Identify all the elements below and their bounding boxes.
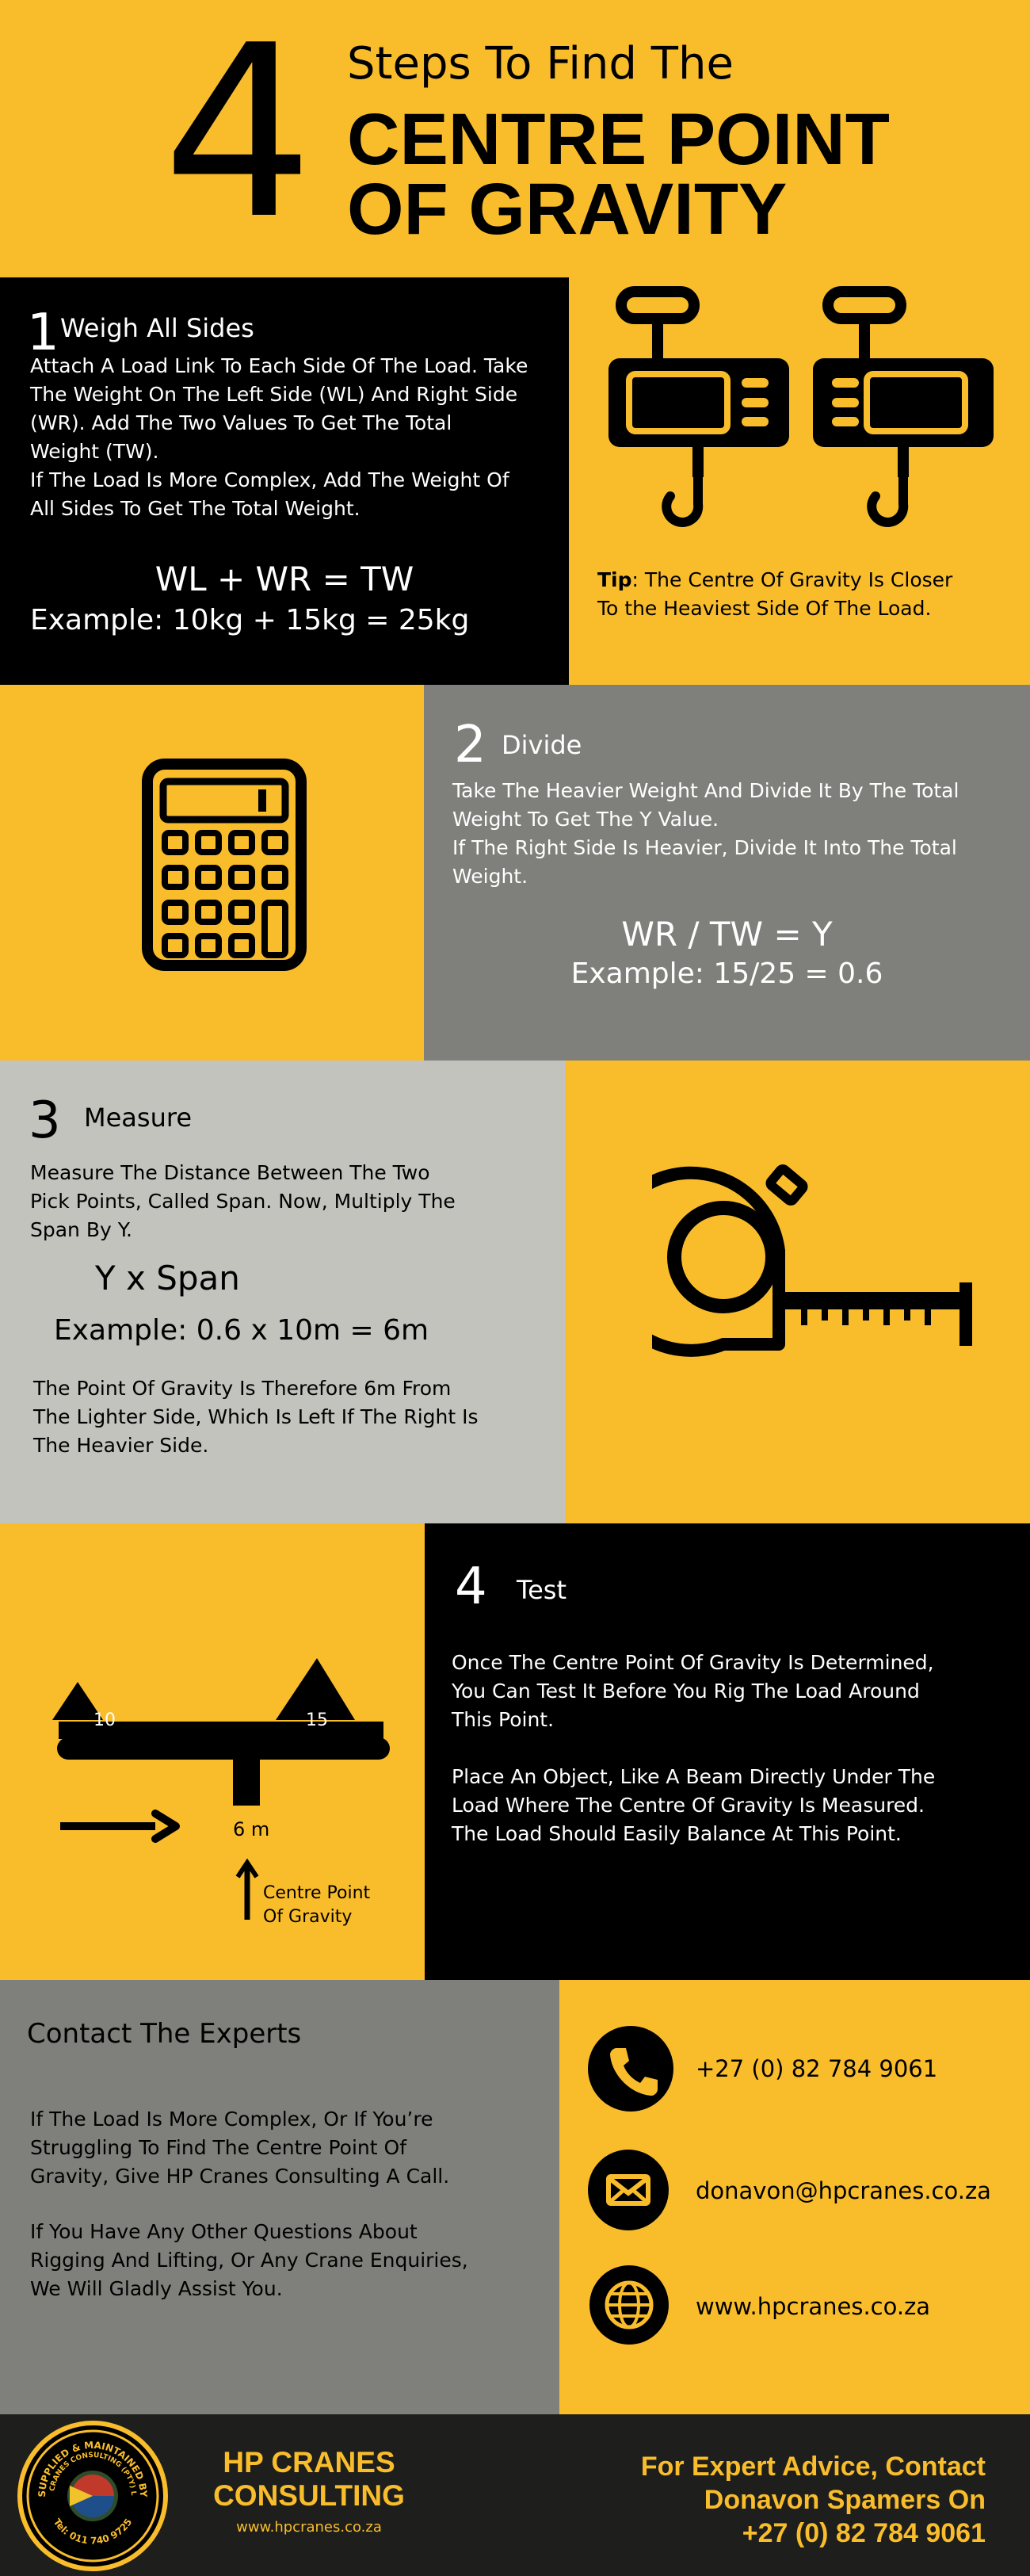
step-2-title: Divide [502, 730, 582, 760]
step-4-panel [425, 1523, 1030, 1980]
svg-text:HP CRANES CONSULTING (PTY) LTD: CRANES CONSULTING (PTY) L [48, 2451, 137, 2495]
big-number-four: 4 [162, 0, 307, 271]
step-4-body-2: Place An Object, Like A Beam Directly Under The Load Where The Centre Of Gravity Is Measured. The Load Should Easily Balance At This Point. [452, 1765, 936, 1845]
step-3-title: Measure [84, 1103, 192, 1133]
step-4-body: Once The Centre Point Of Gravity Is Determined, You Can Test It Before You Rig The Load Around This Point. [452, 1651, 934, 1731]
step-3-number: 3 [29, 1091, 61, 1150]
tape-measure-icon [652, 1164, 985, 1370]
step-1-body: Attach A Load Link To Each Side Of The Load. Take The Weight On The Left Side (WL) And Right Side (WR). Add The Two Values To Get The Total Weight (TW). If The Load Is More Complex, Add The Weight Of All Sides To Get The Total Weight. [30, 354, 528, 520]
svg-text:SUPPLIED & MAINTAINED BY: SUPPLIED & MAINTAINED BY [36, 2439, 150, 2498]
footer-cta-phone[interactable]: +27 (0) 82 784 9061 [742, 2518, 986, 2548]
step-4-number: 4 [455, 1557, 487, 1616]
distance-label: 6 m [233, 1818, 270, 1840]
email-icon[interactable] [588, 2150, 669, 2230]
step-3-icon-panel [565, 1061, 1030, 1523]
website-url[interactable]: www.hpcranes.co.za [696, 2293, 931, 2320]
contact-para-1: If The Load Is More Complex, Or If You’re Struggling To Find The Centre Point Of Gravity, Give HP Cranes Consulting A Call. [30, 2108, 450, 2188]
support-block [233, 1760, 260, 1806]
contact-details-panel [559, 1980, 1030, 2414]
step-4-diagram-panel [0, 1523, 425, 1980]
footer-brand-line-1: HP CRANES [223, 2446, 395, 2479]
title-line-3: OF GRAVITY [347, 169, 788, 250]
step-1-formula: WL + WR = TW [154, 560, 414, 598]
span-arrow-head [155, 1814, 176, 1839]
contact-para-2: If You Have Any Other Questions About Rigging And Lifting, Or Any Crane Enquiries, We Will Gladly Assist You. [30, 2220, 468, 2300]
cog-label: Centre Point Of Gravity [263, 1883, 371, 1927]
step-1-panel [0, 277, 569, 685]
step-2-example: Example: 15/25 = 0.6 [570, 957, 883, 990]
step-2-panel [424, 685, 1030, 1061]
left-weight-label: 10 [93, 1710, 116, 1730]
step-3-formula: Y x Span [95, 1259, 240, 1298]
step-2-icon-panel [0, 685, 424, 1061]
beam [57, 1737, 390, 1760]
footer-cta-line-2: Donavon Spamers On [704, 2485, 986, 2515]
contact-panel [0, 1980, 559, 2414]
globe-icon[interactable] [589, 2265, 669, 2345]
step-2-number: 2 [454, 716, 486, 774]
tip-text: Tip: The Centre Of Gravity Is Closer To the Heaviest Side Of The Load. [597, 568, 953, 620]
contact-title: Contact The Experts [27, 2018, 302, 2050]
step-1-example: Example: 10kg + 15kg = 25kg [30, 604, 470, 636]
footer-brand-line-2: CONSULTING [213, 2479, 405, 2512]
footer-url[interactable]: www.hpcranes.co.za [236, 2519, 382, 2536]
phone-number[interactable]: +27 (0) 82 784 9061 [696, 2055, 938, 2082]
title-line-1: Steps To Find The [347, 38, 734, 90]
step-1-title: Weigh All Sides [60, 313, 254, 343]
step-2-formula: WR / TW = Y [621, 915, 833, 954]
calculator-icon [141, 758, 307, 972]
step-2-body: Take The Heavier Weight And Divide It By The Total Weight To Get The Y Value. If The Right Side Is Heavier, Divide It Into The Total Weight. [452, 779, 959, 888]
footer-cta-line-1: For Expert Advice, Contact [640, 2452, 986, 2482]
step-3-body: Measure The Distance Between The Two Pick Points, Called Span. Now, Multiply The Span By Y. [30, 1161, 456, 1241]
email-address[interactable]: donavon@hpcranes.co.za [696, 2177, 991, 2204]
step-3-example: Example: 0.6 x 10m = 6m [54, 1314, 429, 1347]
step-3-note: The Point Of Gravity Is Therefore 6m From The Lighter Side, Which Is Left If The Right Is The Heavier Side. [33, 1377, 479, 1457]
hanging-scale-icon [602, 285, 998, 555]
step-4-title: Test [517, 1575, 567, 1605]
svg-text:Tel: 011 740 9725: Tel: 011 740 9725 [51, 2517, 135, 2547]
step-1-icon-panel [569, 277, 1030, 685]
phone-icon[interactable] [588, 2026, 673, 2112]
right-weight-label: 15 [306, 1710, 328, 1730]
title-line-2: CENTRE POINT [347, 99, 890, 180]
step-3-panel [0, 1061, 565, 1523]
step-1-number: 1 [27, 304, 59, 362]
company-badge-logo [17, 2421, 168, 2571]
